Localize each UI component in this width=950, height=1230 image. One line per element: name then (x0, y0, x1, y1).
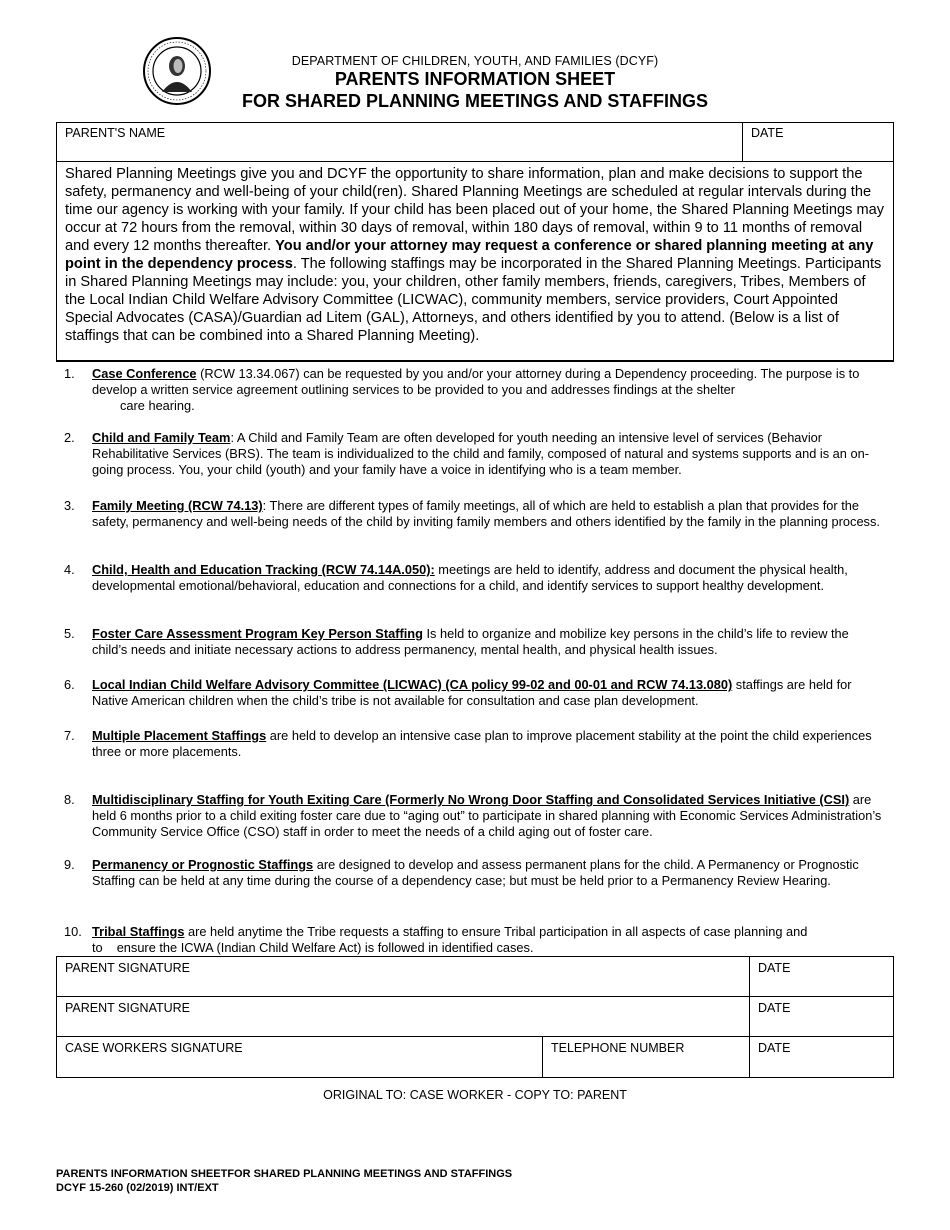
form-footer (56, 1167, 512, 1195)
list-item: 10. Tribal Staffings are held anytime the Tribe requests a staffing to ensure Tribal participation in all aspects of case planning and to ensure the ICWA (Indian Child Welfare Act) is followed in identified cases. (64, 924, 808, 955)
form-title-line-2: FOR SHARED PLANNING MEETINGS AND STAFFINGS (241, 91, 708, 111)
parent-name-field[interactable]: PARENT'S NAME (65, 126, 166, 140)
department-name: DEPARTMENT OF CHILDREN, YOUTH, AND FAMILIES (DCYF) (291, 54, 659, 68)
signature-row (57, 1037, 893, 1077)
intro-paragraph: Shared Planning Meetings give you and DCYF the opportunity to share information, plan and make decisions to support the safety, permanency and well-being of your child(ren). Shared Planning Meetings are scheduled at regular intervals during the time our agency is working with your family. If your child has been placed out of your home, the Shared Planning Meetings may occur at 72 hours from the removal, within 30 days of removal, within 180 days of removal, within 9 to 11 months of removal and every 12 months thereafter. You and/or your attorney may request a conference or shared planning meeting at any point in the dependency process. The following staffings may be incorporated in the Shared Planning Meetings. Participants in Shared Planning Meetings may include: you, your children, other family members, friends, caregivers, Tribes, Members of the Local Indian Child Welfare Advisory Committee (LICWAC), community members, service providers, Court Appointed Special Advocates (CASA)/Guardian ad Litem (GAL), Attorneys, and others identified by you to attend. (Below is a list of staffings that can be combined into a Shared Planning Meeting). (65, 166, 885, 344)
list-item: 2. Child and Family Team: A Child and Family Team are often developed for youth needing an intensive level of services (Behavior Rehabilitative Services (BRS). The team is individualized to the child and family, composed of natural and systems supports and is an on-going process. You, your child (youth) and your family have a voice in identifying who is a team member. (64, 430, 869, 477)
list-item: 1. Case Conference (RCW 13.34.067) can be requested by you and/or your attorney during a Dependency proceeding. The purpose is to develop a written service agreement outlining services to be provided to you and addresses findings at the shelter care hearing. (64, 366, 860, 413)
parent-signature-field-2[interactable]: PARENT SIGNATURE (65, 1001, 191, 1015)
form-title-line-1: PARENTS INFORMATION SHEET (334, 69, 616, 89)
signature-table (56, 956, 894, 1078)
signature-row (57, 997, 893, 1037)
list-item: 5. Foster Care Assessment Program Key Person Staffing Is held to organize and mobilize key persons in the child’s life to review the child’s needs and initiate necessary actions to address permanency, mental health, and physical health issues. (64, 626, 849, 657)
list-item: 7. Multiple Placement Staffings are held to develop an intensive case plan to improve placement stability at the point the child experiences three or more placements. (64, 728, 872, 759)
intro-box (56, 161, 894, 362)
parent-name-row (56, 122, 894, 162)
form-number: DCYF 15-260 (02/2019) INT/EXT (56, 1182, 219, 1194)
list-item: 4. Child, Health and Education Tracking (RCW 74.14A.050): meetings are held to identify, address and document the physical health, developmental emotional/behavioral, education and connections for a child, and identify services to support healthy development. (64, 562, 848, 593)
list-item: 3. Family Meeting (RCW 74.13): There are different types of family meetings, all of which are held to establish a plan that provides for the safety, permanency and well-being needs of the child by inviting family members and others identified by the family in the planning process. (64, 498, 880, 529)
date-field[interactable]: DATE (751, 126, 784, 140)
telephone-number-field[interactable]: TELEPHONE NUMBER (551, 1041, 685, 1055)
list-item: 8. Multidisciplinary Staffing for Youth Exiting Care (Formerly No Wrong Door Staffing and Consolidated Services Initiative (CSI) are held 6 months prior to a child exiting foster care due to “aging out” to participate in shared planning with Economic Services Administration’s Community Service Office (CSO) staff in order to meet the needs of a child aging out of foster care. (64, 792, 882, 839)
list-item: 6. Local Indian Child Welfare Advisory Committee (LICWAC) (CA policy 99-02 and 00-01 and RCW 74.13.080) staffings are held for Native American children when the child’s tribe is not available for consultation and case plan development. (64, 677, 852, 708)
date-field-2[interactable]: DATE (758, 1001, 791, 1015)
form-header (200, 54, 750, 112)
intro-bold-statement: You and/or your attorney may request a conference or shared planning meeting at any point in the dependency process (65, 238, 874, 272)
signature-row (57, 957, 893, 997)
date-field-3[interactable]: DATE (758, 1041, 791, 1055)
footer-title: PARENTS INFORMATION SHEETFOR SHARED PLANNING MEETINGS AND STAFFINGS (56, 1168, 513, 1180)
distribution-note: ORIGINAL TO: CASE WORKER - COPY TO: PARENT (323, 1088, 627, 1102)
date-field-1[interactable]: DATE (758, 961, 791, 975)
list-item: 9. Permanency or Prognostic Staffings are designed to develop and assess permanent plans for the child. A Permanency or Prognostic Staffing can be held at any time during the course of a dependency case; but must be held prior to a Permanency Review Hearing. (64, 857, 859, 888)
parent-signature-field-1[interactable]: PARENT SIGNATURE (65, 961, 191, 975)
case-worker-signature-field[interactable]: CASE WORKERS SIGNATURE (65, 1041, 243, 1055)
